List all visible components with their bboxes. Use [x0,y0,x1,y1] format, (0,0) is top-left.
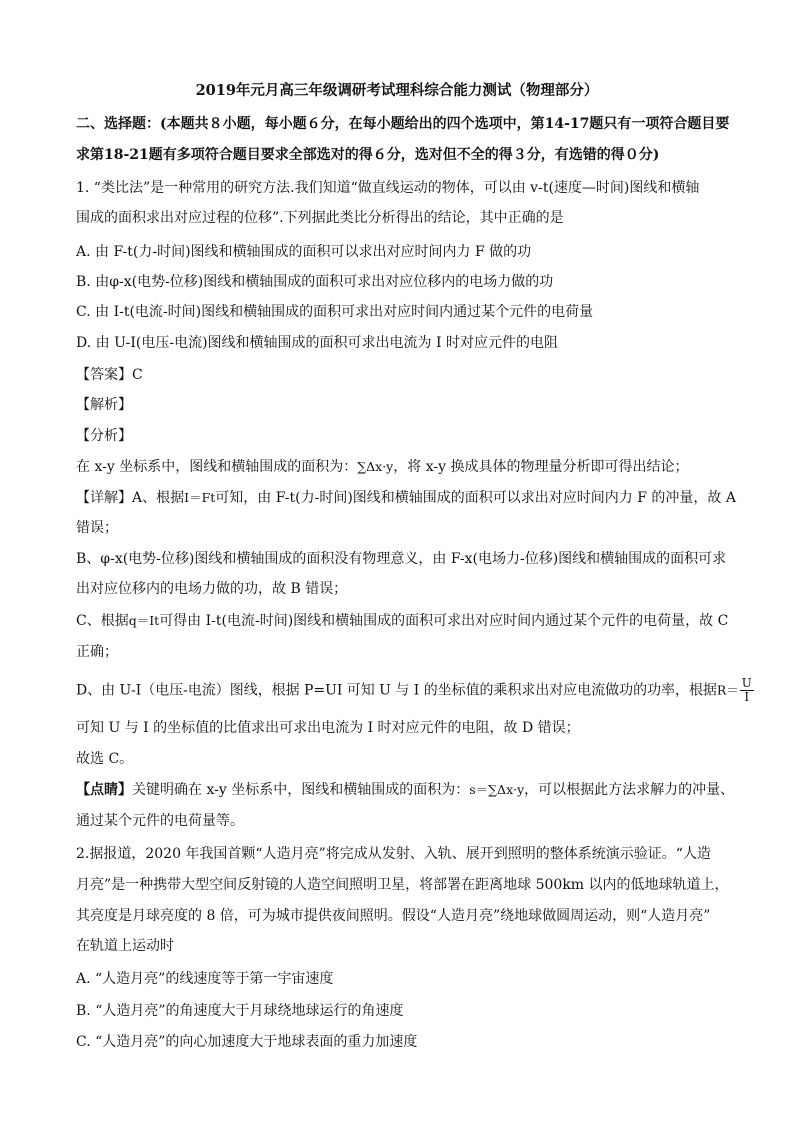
answer-label: 【答案】C [76,367,143,383]
detail-d-formula-lhs: R＝ [716,682,739,698]
detail-d-fraction [740,677,754,704]
detail-c-line1 [76,612,728,630]
q2-option-b: B. “人造月亮”的角速度大于月球绕地球运行的角速度 [76,1003,404,1019]
q1-stem-line2: 围成的面积求出对应过程的位移”.下列据此类比分析得出的结论，其中正确的是 [76,210,564,226]
section-header-line2: 求第18-21题有多项符合题目要求全部选对的得６分，选对但不全的得３分，有选错的得０分) [76,147,660,163]
analysis-text-post: ，将 x-y 换成具体的物理量分析即可得出结论； [393,459,689,475]
q2-option-a: A. “人造月亮”的线速度等于第一宇宙速度 [76,971,334,987]
detail-d-pre: D、由 U-I（电压-电流）图线，根据 P=UI 可知 U 与 I 的坐标值的乘积求出对应电流做功的功率，根据 [76,682,717,699]
q1-option-d: D. 由 U-I(电压-电流)图线和横轴围成的面积可求出电流为 I 时对应元件的电阻 [76,335,558,351]
q1-option-b: B. 由φ-x(电势-位移)图线和横轴围成的面积可求出对应位移内的电场力做的功 [76,274,554,290]
detail-a-line2: 错误； [76,520,118,536]
q1-option-c: C. 由 I-t(电流-时间)图线和横轴围成的面积可求出对应时间内通过某个元件的电荷量 [76,304,594,320]
conclusion: 故选 C。 [76,751,134,767]
page-title: 2019年元月高三年级调研考试理科综合能力测试（物理部分） [195,82,599,99]
analysis-line [76,458,688,476]
jiexi-label: 【解析】 [76,397,132,413]
dianjing-formula: s＝∑Δx·y [469,782,525,797]
detail-b-line2: 出对应位移内的电场力做的功，故 B 错误； [76,581,348,597]
fraction-denominator: I [744,690,750,704]
section-header-line1: 二、选择题：(本题共８小题，每小题６分，在每小题给出的四个选项中，第14-17题只有一项符合题目要 [76,116,730,132]
detail-a-post: 可知，由 F-t(力-时间)图线和横轴围成的面积可以求出对应时间内力 F 的冲量，故 A [215,490,736,506]
q2-stem-line3: 其亮度是月球亮度的 8 倍，可为城市提供夜间照明。假设“人造月亮”绕地球做圆周运动，则“人造月亮” [76,908,711,924]
analysis-formula: ∑Δx·y [357,459,394,474]
q2-stem-line1: 2.据报道，2020 年我国首颗“人造月亮”将完成从发射、入轨、展开到照明的整体系统演示验证。“人造 [76,846,711,862]
q2-stem-line2: 月亮”是一种携带大型空间反射镜的人造空间照明卫星，将部署在距离地球 500km 以内的低地球轨道上， [76,877,729,893]
dianjing-pre: 关键明确在 x-y 坐标系中，图线和横轴围成的面积为： [132,782,470,798]
detail-c-line2: 正确； [76,644,118,660]
detail-a-pre: 【详解】A、根据 [76,490,185,506]
detail-a-line1 [76,489,736,507]
dianjing-post: ，可以根据此方法求解力的冲量、 [524,782,735,798]
detail-a-formula: I＝Ft [184,490,216,505]
fraction-numerator: U [741,676,752,690]
analysis-text-pre: 在 x-y 坐标系中，图线和横轴围成的面积为： [76,459,358,475]
q2-option-c: C. “人造月亮”的向心加速度大于地球表面的重力加速度 [76,1034,418,1050]
detail-c-pre: C、根据 [76,613,129,629]
detail-c-post: 可得由 I-t(电流-时间)图线和横轴围成的面积可求出对应时间内通过某个元件的电荷量，故 C [159,613,729,629]
q1-stem-line1: 1. “类比法”是一种常用的研究方法.我们知道“做直线运动的物体，可以由 v-t(速度—时间)图线和横轴 [76,180,700,196]
detail-c-formula: q＝It [128,613,160,628]
detail-d-line1 [76,677,754,704]
fenxi-label: 【分析】 [76,428,132,444]
dianjing-label: 【点睛】 [76,782,132,798]
q1-option-a: A. 由 F-t(力-时间)图线和横轴围成的面积可以求出对应时间内力 F 做的功 [76,244,532,260]
q2-stem-line4: 在轨道上运动时 [76,938,174,954]
detail-b-line1: B、φ-x(电势-位移)图线和横轴围成的面积没有物理意义，由 F-x(电场力-位移)图线和横轴围成的面积可求 [76,551,727,567]
detail-d-line2: 可知 U 与 I 的坐标值的比值求出可求出电流为 I 时对应元件的电阻，故 D 错误； [76,720,580,736]
dianjing-line1 [76,781,734,799]
dianjing-line2: 通过某个元件的电荷量等。 [76,813,244,829]
